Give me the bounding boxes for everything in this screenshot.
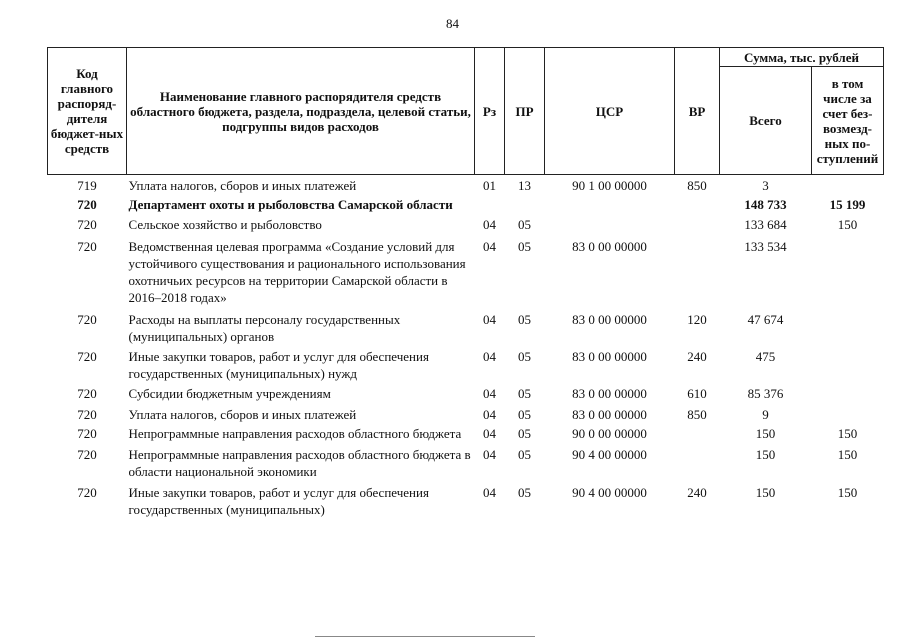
cell-total: 475 [755,349,776,364]
cell-name: Уплата налогов, сборов и иных платежей [128,407,357,422]
table-row [48,425,884,446]
cell-total: 150 [755,485,776,500]
cell-csr: 83 0 00 00000 [572,349,647,364]
cell-rz: 04 [483,217,496,232]
cell-csr: 83 0 00 00000 [572,386,647,401]
cell-incl [812,238,884,311]
header-kod: Код главного распоряд-дителя бюджет-ных средств [48,48,127,175]
table-row [48,311,884,348]
cell-incl: 150 [837,217,858,232]
cell-rz [475,196,505,216]
cell-incl: 15 199 [829,197,866,212]
cell-name: Департамент охоты и рыболовства Самарской области [128,197,453,212]
cell-name: Сельское хозяйство и рыболовство [128,217,322,232]
cell-pr: 05 [518,386,531,401]
cell-pr: 05 [518,239,531,254]
cell-rz: 04 [483,426,496,441]
table-row [48,348,884,385]
cell-pr: 05 [518,485,531,500]
header-incl: в том числе за счет без-возмезд-ных по-ступлений [812,67,884,175]
cell-vr [675,446,720,484]
cell-kod: 720 [77,386,97,401]
cell-rz: 04 [483,239,496,254]
cell-incl: 150 [837,485,858,500]
cell-name: Непрограммные направления расходов областного бюджета [128,426,462,441]
cell-kod: 719 [77,178,97,193]
cell-rz: 04 [483,447,496,462]
header-pr: ПР [505,48,545,175]
header-csr: ЦСР [545,48,675,175]
cell-vr [675,238,720,311]
cell-incl [812,406,884,425]
cell-pr: 05 [518,312,531,327]
cell-incl: 150 [837,426,858,441]
cell-vr: 120 [687,312,707,327]
cell-vr: 850 [687,407,707,422]
cell-name: Иные закупки товаров, работ и услуг для обеспечения государственных (муниципальных) нужд [128,349,429,381]
cell-vr: 240 [687,485,707,500]
cell-kod: 720 [77,407,97,422]
table-row [48,238,884,311]
budget-table [47,47,884,518]
header-rz: Рз [475,48,505,175]
cell-csr [545,196,675,216]
table-row [48,196,884,216]
header-vr: ВР [675,48,720,175]
cell-vr [675,196,720,216]
cell-pr: 13 [518,178,531,193]
cell-pr: 05 [518,349,531,364]
cell-total: 47 674 [747,312,784,327]
cell-incl: 150 [837,447,858,462]
cell-total: 3 [762,178,769,193]
table-row [48,406,884,425]
cell-pr: 05 [518,447,531,462]
cell-kod: 720 [77,349,97,364]
cell-kod: 720 [77,426,97,441]
cell-csr [545,216,675,238]
cell-total: 148 733 [744,197,787,212]
cell-name: Уплата налогов, сборов и иных платежей [128,178,357,193]
cell-name: Ведомственная целевая программа «Создание условий для устойчивого существования и рационального использования охотничьих ресурсов на территории Самарской области в 2016–2018 годах» [128,239,466,305]
cell-incl [812,175,884,197]
cell-incl [812,311,884,348]
cell-csr: 83 0 00 00000 [572,312,647,327]
table-row [48,175,884,197]
cell-rz: 04 [483,386,496,401]
cell-rz: 04 [483,407,496,422]
cell-kod: 720 [77,197,97,212]
bottom-rule [315,636,535,637]
cell-total: 150 [755,426,776,441]
cell-vr: 240 [687,349,707,364]
cell-rz: 04 [483,349,496,364]
header-total: Всего [720,67,812,175]
table-row [48,385,884,406]
cell-kod: 720 [77,447,97,462]
cell-kod: 720 [77,217,97,232]
cell-rz: 04 [483,312,496,327]
cell-csr: 90 1 00 00000 [572,178,647,193]
cell-total: 150 [755,447,776,462]
cell-csr: 83 0 00 00000 [572,407,647,422]
cell-total: 9 [762,407,769,422]
cell-total: 133 684 [744,217,787,232]
cell-kod: 720 [77,239,97,254]
table-row [48,484,884,518]
cell-vr: 610 [687,386,707,401]
cell-kod: 720 [77,312,97,327]
cell-incl [812,385,884,406]
cell-kod: 720 [77,485,97,500]
cell-vr: 850 [687,178,707,193]
cell-name: Субсидии бюджетным учреждениям [128,386,331,401]
cell-csr: 90 4 00 00000 [572,447,647,462]
cell-pr: 05 [518,407,531,422]
cell-vr [675,216,720,238]
header-sum: Сумма, тыс. рублей [720,48,884,67]
cell-total: 133 534 [744,239,787,254]
cell-name: Иные закупки товаров, работ и услуг для обеспечения государственных (муниципальных) [128,485,429,517]
cell-csr: 83 0 00 00000 [572,239,647,254]
cell-pr: 05 [518,426,531,441]
cell-rz: 04 [483,485,496,500]
table-row [48,216,884,238]
cell-incl [812,348,884,385]
cell-rz: 01 [483,178,496,193]
cell-total: 85 376 [747,386,784,401]
table-row [48,446,884,484]
cell-csr: 90 0 00 00000 [572,426,647,441]
cell-csr: 90 4 00 00000 [572,485,647,500]
cell-name: Непрограммные направления расходов областного бюджета в области национальной экономики [128,447,471,479]
header-row-1 [48,48,884,67]
header-name: Наименование главного распорядителя средств областного бюджета, раздела, подраздела, целевой статьи, подгруппы видов расходов [127,48,475,175]
cell-name: Расходы на выплаты персоналу государственных (муниципальных) органов [128,312,401,344]
cell-pr [505,196,545,216]
page-number: 84 [446,16,459,31]
cell-pr: 05 [518,217,531,232]
cell-vr [675,425,720,446]
